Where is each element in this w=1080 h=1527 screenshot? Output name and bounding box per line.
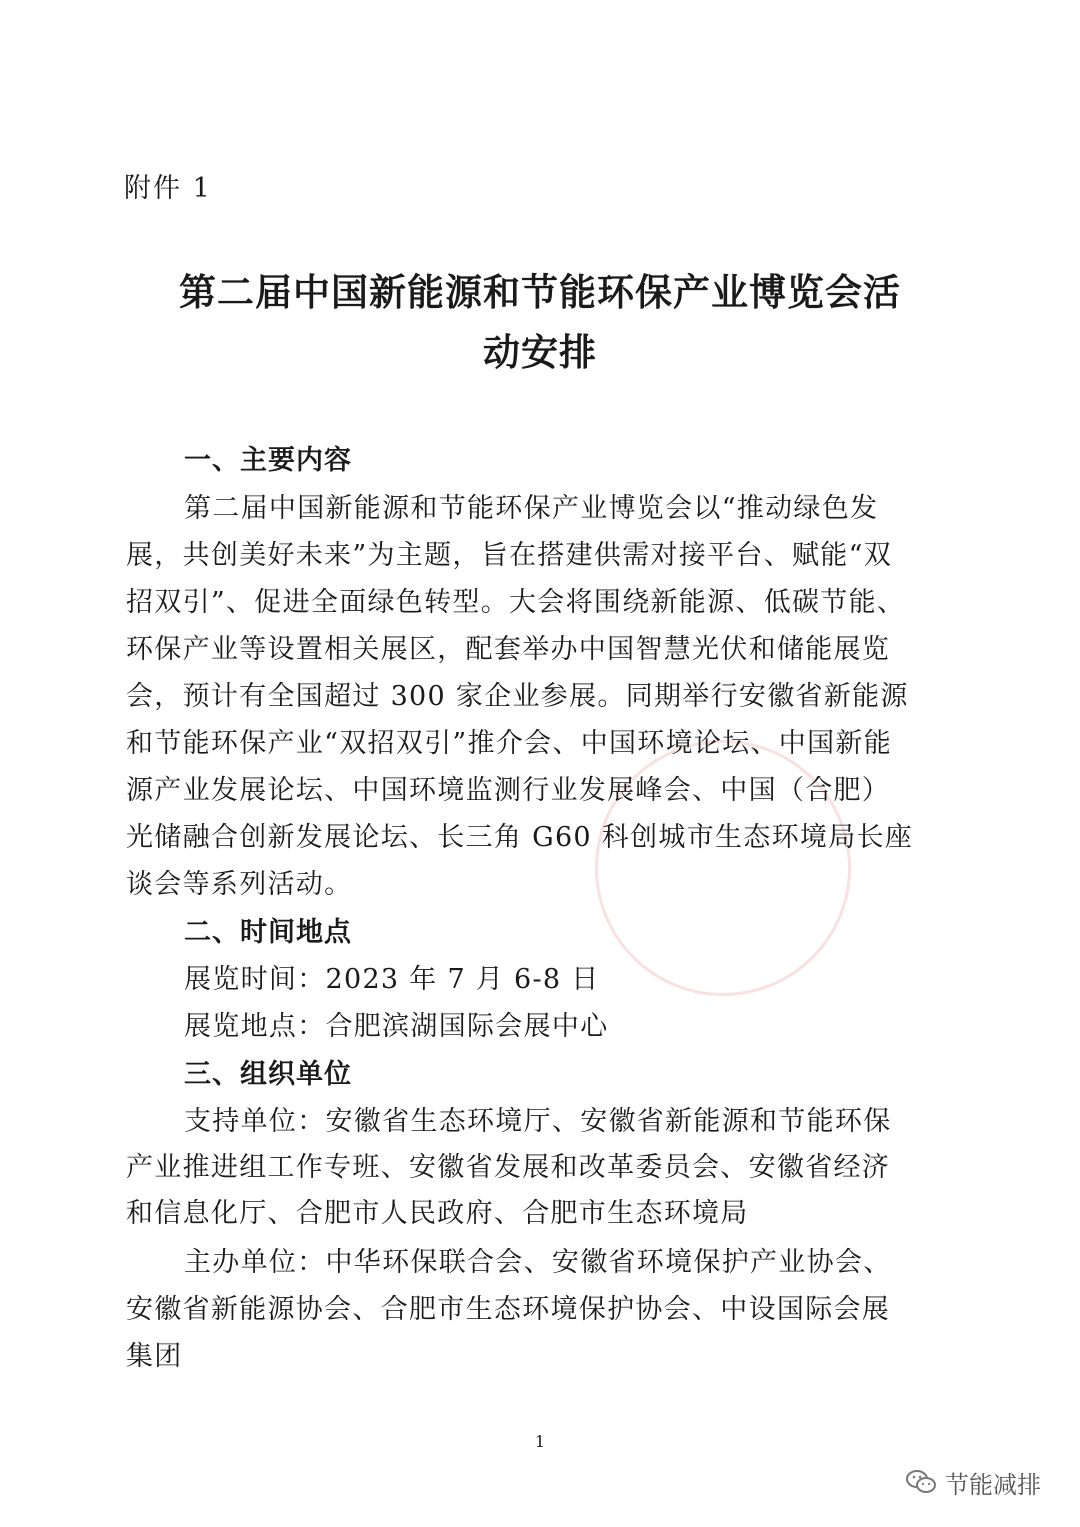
paragraph-line: 和节能环保产业“双招双引”推介会、中国环境论坛、中国新能 bbox=[126, 728, 893, 759]
document-title-line-2: 动安排 bbox=[483, 331, 597, 374]
host-units-line: 主办单位：中华环保联合会、安徽省环境保护产业协会、 bbox=[184, 1247, 892, 1278]
host-units-line: 集团 bbox=[126, 1341, 183, 1372]
paragraph-line: 展，共创美好未来”为主题，旨在搭建供需对接平台、赋能“双 bbox=[126, 540, 893, 571]
paragraph-line: 光储融合创新发展论坛、长三角 G60 科创城市生态环境局长座 bbox=[126, 822, 914, 853]
watermark-text: 节能减排 bbox=[945, 1470, 1041, 1499]
exhibition-place: 展览地点：合肥滨湖国际会展中心 bbox=[184, 1011, 609, 1042]
support-units-line: 产业推进组工作专班、安徽省发展和改革委员会、安徽省经济 bbox=[126, 1152, 891, 1183]
paragraph-line: 环保产业等设置相关展区，配套举办中国智慧光伏和储能展览 bbox=[126, 634, 891, 665]
wechat-icon bbox=[905, 1468, 937, 1496]
section-1-heading: 一、主要内容 bbox=[184, 445, 352, 476]
support-units-line: 和信息化厅、合肥市人民政府、合肥市生态环境局 bbox=[126, 1198, 749, 1229]
host-units-line: 安徽省新能源协会、合肥市生态环境保护协会、中设国际会展 bbox=[126, 1294, 891, 1325]
paragraph-line: 源产业发展论坛、中国环境监测行业发展峰会、中国（合肥） bbox=[126, 775, 891, 806]
wechat-watermark bbox=[905, 1462, 1041, 1502]
document-title-line-1: 第二届中国新能源和节能环保产业博览会活 bbox=[179, 271, 901, 314]
section-2-heading: 二、时间地点 bbox=[184, 917, 352, 948]
section-3-heading: 三、组织单位 bbox=[184, 1059, 352, 1090]
paragraph-line: 招双引”、促进全面绿色转型。大会将围绕新能源、低碳节能、 bbox=[126, 587, 906, 618]
support-units-line: 支持单位：安徽省生态环境厅、安徽省新能源和节能环保 bbox=[184, 1106, 892, 1137]
exhibition-time: 展览时间：2023 年 7 月 6-8 日 bbox=[184, 964, 600, 995]
paragraph-line: 谈会等系列活动。 bbox=[126, 869, 353, 900]
paragraph-line: 会，预计有全国超过 300 家企业参展。同期举行安徽省新能源 bbox=[126, 681, 909, 712]
attachment-label: 附件 1 bbox=[124, 173, 212, 204]
paragraph-line: 第二届中国新能源和节能环保产业博览会以“推动绿色发 bbox=[184, 493, 879, 524]
page-number: 1 bbox=[534, 1432, 546, 1451]
